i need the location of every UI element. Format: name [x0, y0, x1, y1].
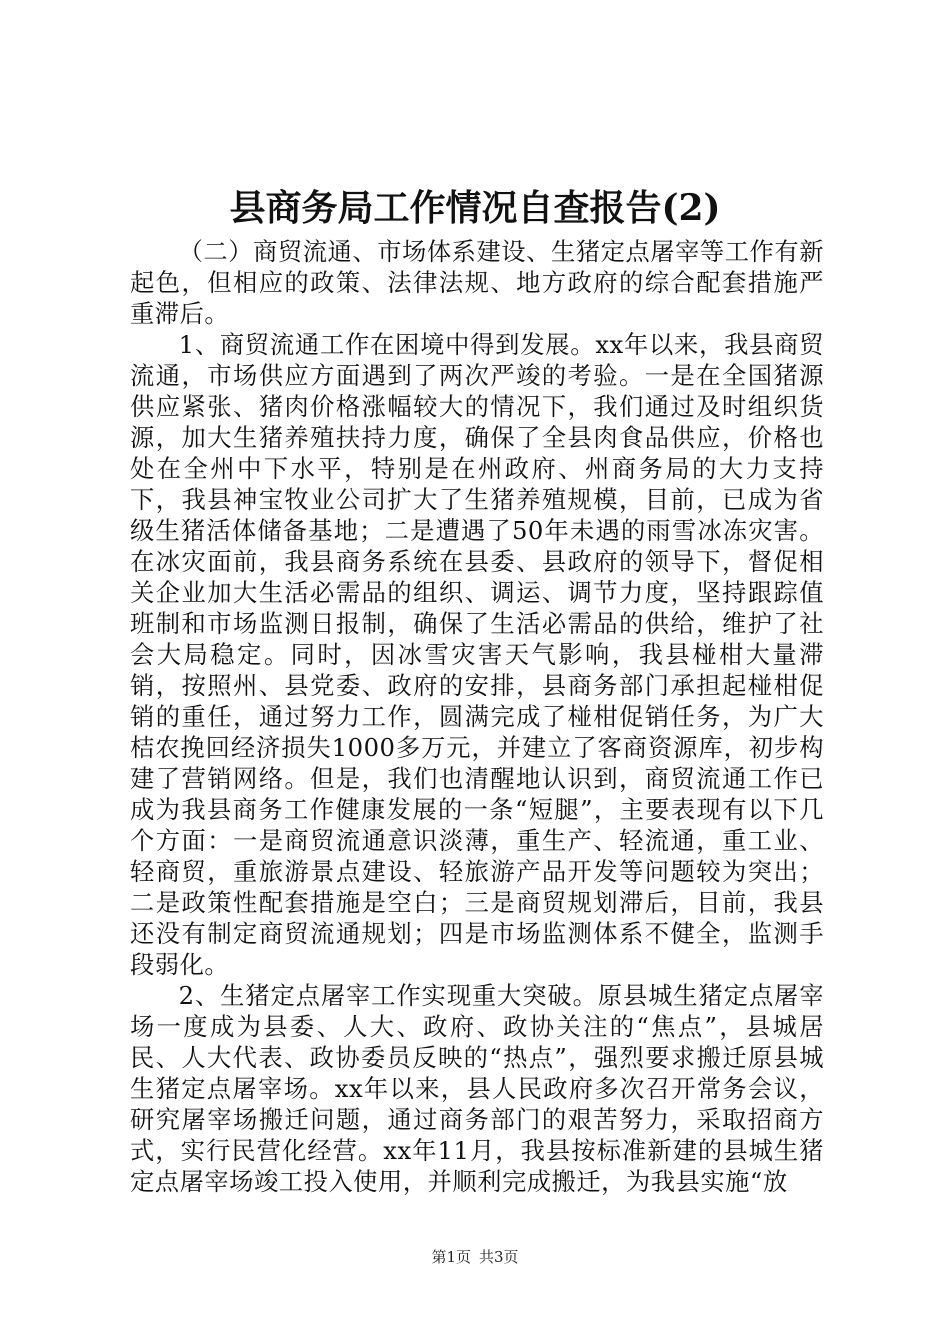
document-body	[130, 236, 824, 1197]
page-total: 共3页	[479, 1248, 519, 1266]
page-footer	[0, 1247, 950, 1267]
paragraph-1: （二）商贸流通、市场体系建设、生猪定点屠宰等工作有新起色，但相应的政策、法律法规、地方政府的综合配套措施严重滞后。	[130, 237, 824, 328]
page-number: 第1页	[431, 1248, 471, 1266]
paragraph-2: 1、商贸流通工作在困境中得到发展。xx年以来，我县商贸流通，市场供应方面遇到了两次严竣的考验。一是在全国猪源供应紧张、猪肉价格涨幅较大的情况下，我们通过及时组织货源，加大生猪养殖扶持力度，确保了全县肉食品供应，价格也处在全州中下水平，特别是在州政府、州商务局的大力支持下，我县神宝牧业公司扩大了生猪养殖规模，目前，已成为省级生猪活体储备基地；二是遭遇了50年未遇的雨雪冰冻灾害。在冰灾面前，我县商务系统在县委、县政府的领导下，督促相关企业加大生活必需品的组织、调运、调节力度，坚持跟踪值班制和市场监测日报制，确保了生活必需品的供给，维护了社会大局稳定。同时，因冰雪灾害天气影响，我县椪柑大量滞销，按照州、县党委、政府的安排，县商务部门承担起椪柑促销的重任，通过努力工作，圆满完成了椪柑促销任务，为广大桔农挽回经济损失1000多万元，并建立了客商资源库，初步构建了营销网络。但是，我们也清醒地认识到，商贸流通工作已成为我县商务工作健康发展的一条“短腿”，主要表现有以下几个方面：一是商贸流通意识淡薄，重生产、轻流通，重工业、轻商贸，重旅游景点建设、轻旅游产品开发等问题较为突出；二是政策性配套措施是空白；三是商贸规划滞后，目前，我县还没有制定商贸流通规划；四是市场监测体系不健全，监测手段弱化。	[130, 330, 824, 979]
paragraph-3: 2、生猪定点屠宰工作实现重大突破。原县城生猪定点屠宰场一度成为县委、人大、政府、政协关注的“焦点”，县城居民、人大代表、政协委员反映的“热点”，强烈要求搬迁原县城生猪定点屠宰场。xx年以来，县人民政府多次召开常务会议，研究屠宰场搬迁问题，通过商务部门的艰苦努力，采取招商方式，实行民营化经营。xx年11月，我县按标准新建的县城生猪定点屠宰场竣工投入使用，并顺利完成搬迁，为我县实施“放	[130, 981, 824, 1196]
document-title: 县商务局工作情况自查报告(2)	[229, 187, 721, 229]
